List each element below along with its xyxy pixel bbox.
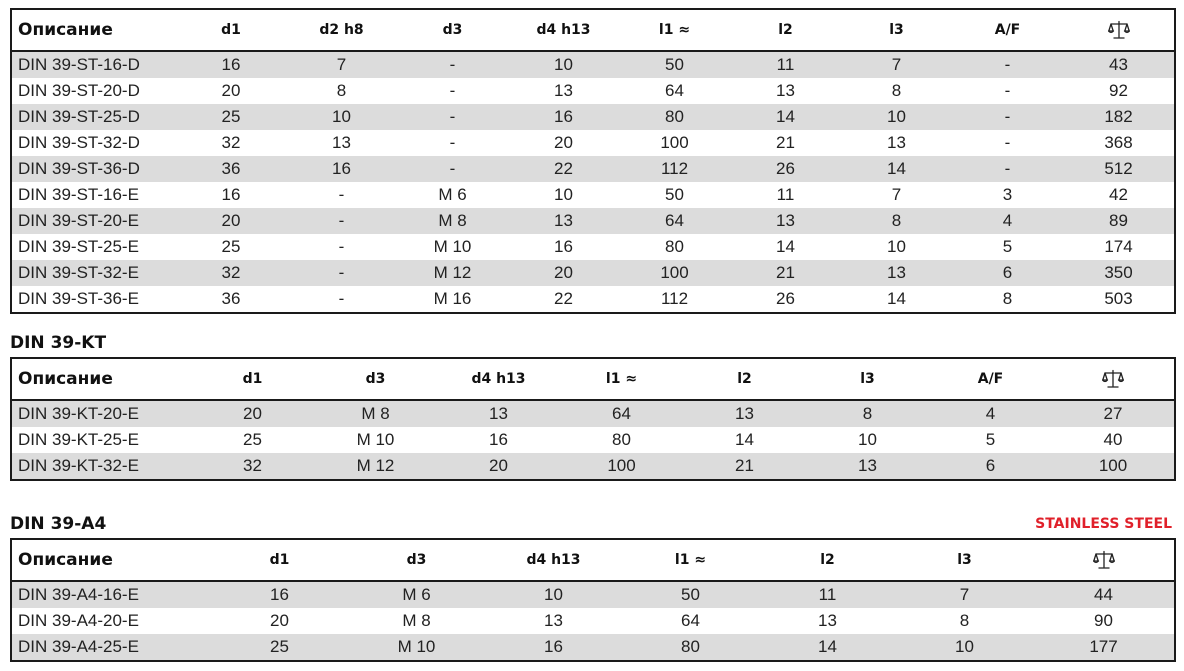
table-cell: 5 [985,430,996,449]
table-row [11,51,1175,78]
scale-weight-icon [1093,550,1115,570]
table-row [11,453,1175,480]
product-code-cell: DIN 39-KT-20-E [11,400,191,427]
table-cell: 10 [858,430,877,449]
table-cell: 44 [1033,581,1175,608]
table-cell: 16 [508,104,619,130]
table-cell: 80 [612,430,631,449]
table-row [11,208,1175,234]
table-cell: - [1004,133,1011,152]
table-cell: 14 [841,156,952,182]
table-cell: 16 [286,156,397,182]
product-code-cell: DIN 39-ST-20-E [11,208,176,234]
table-cell: 7 [286,51,397,78]
column-header: l1 ≈ [619,9,730,51]
column-header: d1 [176,9,286,51]
column-header: Описание [11,539,211,581]
table-cell: 20 [191,400,314,427]
table-cell: 14 [776,237,795,256]
table-cell: 20 [176,208,286,234]
table-cell: 22 [554,289,573,308]
table-cell: - [338,185,345,204]
column-header: d4 h13 [508,9,619,51]
table-row [11,608,1175,634]
column-header: A/F [929,358,1052,400]
spec-table-a4 [10,538,1176,662]
table-cell: 177 [1033,634,1175,661]
table-row [11,234,1175,260]
table-cell: 20 [221,81,241,100]
product-code-cell: DIN 39-ST-20-D [18,81,140,100]
table-cell: 182 [1063,104,1175,130]
table-cell: 5 [1002,237,1013,256]
table-cell: - [952,156,1063,182]
table-cell: 7 [841,51,952,78]
table-cell: M 10 [356,430,395,449]
column-header: d1 [191,358,314,400]
table-cell: 10 [485,581,622,608]
table-cell: 26 [730,156,841,182]
table-cell: - [952,51,1063,78]
table-row [11,182,1175,208]
table-cell: 3 [1002,185,1013,204]
table-row [11,260,1175,286]
table-cell: 4 [929,400,1052,427]
table-cell: M 10 [433,237,472,256]
table-row [11,581,1175,608]
table-cell: 8 [959,611,970,630]
column-header: d4 h13 [485,539,622,581]
column-header: A/F [952,9,1063,51]
table-cell: 112 [619,156,730,182]
table-cell: 10 [286,104,397,130]
table-cell: - [449,81,456,100]
table-cell: 42 [1109,185,1128,204]
column-header-weight [1063,9,1175,51]
table-cell: 64 [560,400,683,427]
table-row [11,156,1175,182]
table-cell: 36 [221,289,241,308]
column-header: l1 ≈ [622,539,759,581]
table-cell: 25 [221,237,241,256]
table-cell: - [397,51,508,78]
table-cell: 10 [841,104,952,130]
column-header: l3 [806,358,929,400]
table-cell: M 12 [397,260,508,286]
table-cell: 80 [619,104,730,130]
table-cell: 13 [806,453,929,480]
column-header-weight [1052,358,1175,400]
table-cell: 64 [619,208,730,234]
product-code-cell: DIN 39-A4-16-E [11,581,211,608]
table-cell: 11 [730,51,841,78]
table-cell: 6 [952,260,1063,286]
table-cell: 7 [891,185,902,204]
table-cell: 14 [759,634,896,661]
product-code-cell: DIN 39-A4-20-E [18,611,139,630]
table-cell: 503 [1104,289,1133,308]
scale-weight-icon [1102,369,1124,389]
section-title-a4: DIN 39-A4 [10,514,107,534]
table-cell: 80 [665,237,684,256]
table-row [11,130,1175,156]
column-header-weight [1033,539,1175,581]
column-header: l3 [841,9,952,51]
table-cell: 89 [1063,208,1175,234]
table-cell: 36 [176,156,286,182]
table-cell: 16 [176,51,286,78]
table-cell: - [952,104,1063,130]
table-cell: 21 [730,260,841,286]
table-cell: 13 [841,260,952,286]
product-code-cell: DIN 39-ST-16-E [18,185,139,204]
table-cell: 8 [891,81,902,100]
column-header: l2 [759,539,896,581]
product-code-cell: DIN 39-KT-32-E [11,453,191,480]
table-cell: 13 [544,611,563,630]
table-row [11,286,1175,313]
table-cell: M 6 [438,185,467,204]
table-cell: 20 [508,260,619,286]
table-cell: 13 [818,611,837,630]
table-cell: 350 [1063,260,1175,286]
stainless-steel-badge: STAINLESS STEEL [1035,516,1172,532]
product-code-cell: DIN 39-ST-25-E [18,237,139,256]
table-cell: - [397,104,508,130]
table-cell: M 12 [314,453,437,480]
table-row [11,400,1175,427]
table-cell: 10 [508,51,619,78]
table-cell: 13 [332,133,351,152]
table-cell: 112 [660,289,689,308]
table-cell: 13 [683,400,806,427]
table-cell: 16 [554,237,573,256]
table-cell: 25 [211,634,348,661]
table-cell: 64 [681,611,700,630]
table-cell: 10 [887,237,906,256]
table-cell: 14 [730,104,841,130]
table-cell: - [338,289,345,308]
table-cell: 8 [806,400,929,427]
table-cell: 92 [1109,81,1128,100]
table-header-row [11,9,1175,51]
table-cell: 16 [211,581,348,608]
table-cell: 368 [1104,133,1133,152]
table-cell: 50 [622,581,759,608]
product-code-cell: DIN 39-ST-36-E [18,289,139,308]
table-cell: M 8 [314,400,437,427]
table-cell: 20 [554,133,573,152]
table-cell: - [286,260,397,286]
table-cell: 16 [221,185,241,204]
table-cell: 100 [560,453,683,480]
table-cell: 25 [243,430,262,449]
table-cell: 20 [437,453,560,480]
table-cell: - [449,133,456,152]
clipped-heading-stub [10,0,70,6]
column-header: l1 ≈ [560,358,683,400]
table-cell: 16 [489,430,508,449]
table-cell: 14 [735,430,754,449]
table-row [11,104,1175,130]
table-cell: 20 [270,611,289,630]
column-header: d2 h8 [286,9,397,51]
table-cell: 4 [952,208,1063,234]
section-title-kt: DIN 39-KT [10,333,107,353]
table-cell: 50 [665,185,684,204]
table-cell: 8 [336,81,347,100]
column-header: l3 [896,539,1033,581]
table-cell: - [286,208,397,234]
table-cell: 40 [1103,430,1123,449]
table-cell: 14 [887,289,906,308]
column-header: Описание [11,9,176,51]
table-cell: 50 [619,51,730,78]
scale-weight-icon [1108,20,1130,40]
table-cell: 174 [1104,237,1133,256]
table-cell: - [1004,81,1011,100]
table-cell: 13 [508,208,619,234]
table-cell: 25 [176,104,286,130]
spec-table-st [10,8,1176,314]
table-cell: 100 [660,133,689,152]
table-cell: - [338,237,345,256]
table-cell: 10 [554,185,573,204]
table-cell: 512 [1063,156,1175,182]
table-cell: 43 [1063,51,1175,78]
table-cell: 13 [437,400,560,427]
table-cell: 32 [191,453,314,480]
table-cell: 16 [485,634,622,661]
table-cell: 10 [896,634,1033,661]
table-cell: 32 [221,133,241,152]
product-code-cell: DIN 39-ST-36-D [11,156,176,182]
table-cell: - [397,156,508,182]
column-header: Описание [11,358,191,400]
spec-table-kt [10,357,1176,481]
table-row [11,78,1175,104]
table-cell: 100 [1052,453,1175,480]
column-header: d3 [348,539,485,581]
table-cell: 90 [1094,611,1113,630]
product-code-cell: DIN 39-ST-16-D [11,51,176,78]
table-cell: 27 [1052,400,1175,427]
column-header: d3 [314,358,437,400]
table-cell: 7 [896,581,1033,608]
table-cell: M 16 [433,289,472,308]
table-cell: 22 [508,156,619,182]
table-cell: 32 [176,260,286,286]
product-code-cell: DIN 39-A4-25-E [11,634,211,661]
column-header: d3 [397,9,508,51]
table-cell: 6 [929,453,1052,480]
table-cell: 8 [841,208,952,234]
table-cell: M 8 [397,208,508,234]
table-cell: 21 [683,453,806,480]
table-cell: 13 [887,133,906,152]
table-cell: M 10 [348,634,485,661]
table-row [11,634,1175,661]
table-cell: 11 [776,185,795,204]
column-header: l2 [683,358,806,400]
table-cell: 8 [1002,289,1013,308]
column-header: d1 [211,539,348,581]
table-cell: 21 [776,133,795,152]
table-cell: 64 [665,81,684,100]
table-cell: 11 [759,581,896,608]
product-code-cell: DIN 39-ST-32-D [18,133,140,152]
column-header: d4 h13 [437,358,560,400]
table-cell: 13 [776,81,795,100]
product-code-cell: DIN 39-ST-25-D [11,104,176,130]
column-header: l2 [730,9,841,51]
product-code-cell: DIN 39-ST-32-E [11,260,176,286]
product-code-cell: DIN 39-KT-25-E [18,430,139,449]
table-header-row [11,358,1175,400]
table-cell: 80 [622,634,759,661]
table-row [11,427,1175,453]
table-cell: M 6 [348,581,485,608]
table-header-row [11,539,1175,581]
table-cell: 26 [776,289,795,308]
table-cell: M 8 [402,611,431,630]
table-cell: 13 [730,208,841,234]
table-cell: 13 [554,81,573,100]
table-cell: 100 [619,260,730,286]
